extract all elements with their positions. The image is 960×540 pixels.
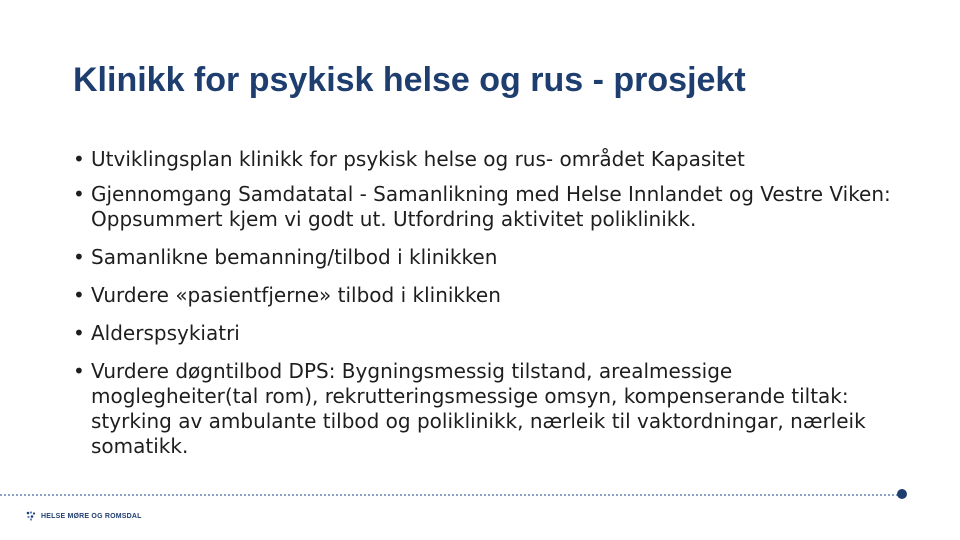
bullet-text: Samanlikne bemanning/tilbod i klinikken	[91, 245, 498, 269]
bullet-icon: •	[73, 245, 85, 269]
bullet-text: Utviklingsplan klinikk for psykisk helse og rus- området Kapasitet	[91, 147, 745, 171]
bullet-item	[73, 182, 903, 232]
bullet-text: Vurdere døgntilbod DPS: Bygningsmessig tilstand, arealmessige moglegheiter(tal rom), rekrutteringsmessige omsyn, kompenserande tiltak: styrking av ambulante tilbod og poliklinikk, nærleik til vaktordningar, nærleik somatikk.	[91, 359, 866, 458]
bullet-item	[73, 321, 903, 346]
bullet-icon: •	[73, 321, 85, 345]
bullet-list	[73, 147, 903, 472]
bullet-text: Alderspsykiatri	[91, 321, 240, 345]
bullet-item	[73, 245, 903, 270]
bullet-item	[73, 359, 903, 459]
footer-logo	[26, 510, 142, 522]
bullet-icon: •	[73, 359, 85, 383]
bullet-icon: •	[73, 283, 85, 307]
bullet-icon: •	[73, 147, 85, 171]
bullet-item	[73, 283, 903, 308]
bullet-icon: •	[73, 182, 85, 206]
bullet-item	[73, 147, 903, 172]
slide-title: Klinikk for psykisk helse og rus - prosjekt	[73, 61, 746, 99]
footer-divider	[0, 494, 902, 496]
footer-logo-text: HELSE MØRE OG ROMSDAL	[41, 512, 142, 520]
bullet-text: Gjennomgang Samdatatal - Samanlikning med Helse Innlandet og Vestre Viken: Oppsummert kjem vi godt ut. Utfordring aktivitet poliklinikk.	[91, 182, 891, 231]
divider-end-dot	[897, 489, 907, 499]
bullet-text: Vurdere «pasientfjerne» tilbod i klinikken	[91, 283, 501, 307]
helse-logo-icon	[26, 511, 36, 521]
